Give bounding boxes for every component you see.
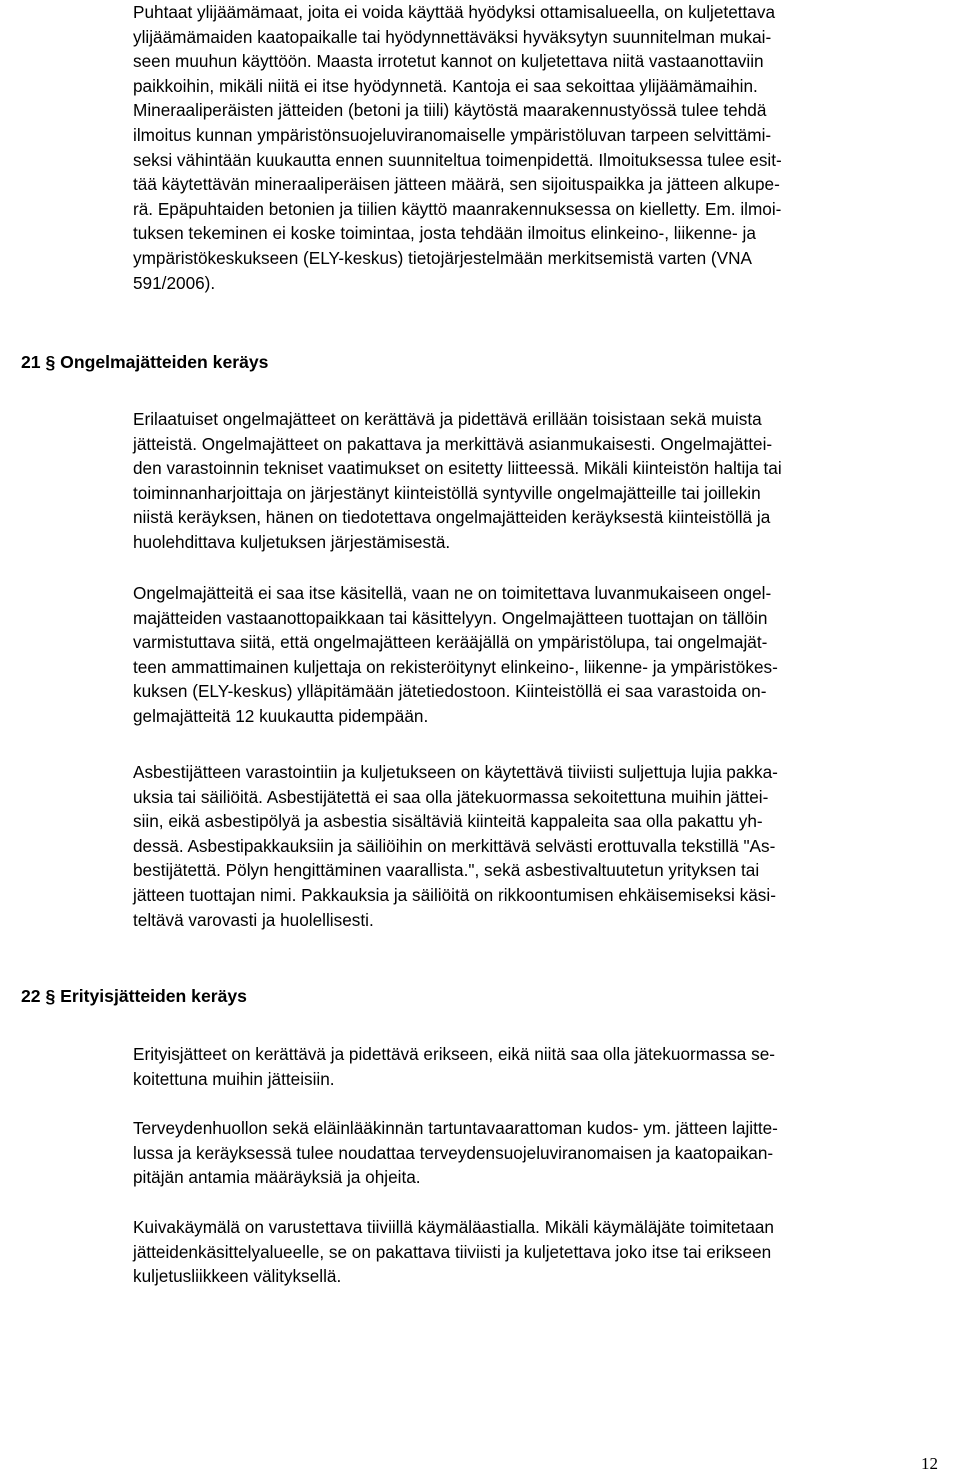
section-number: 22 bbox=[21, 986, 41, 1006]
paragraph-7 bbox=[133, 1215, 945, 1289]
paragraph-line: teen ammattimainen kuljettaja on rekisteröitynyt elinkeino-, liikenne- ja ympäristökes- bbox=[133, 656, 778, 677]
section-number: 21 bbox=[21, 352, 41, 372]
paragraph-1 bbox=[133, 0, 945, 295]
paragraph-line: tää käytettävän mineraaliperäisen jätteen määrä, sen sijoituspaikka ja jätteen alkupe- bbox=[133, 174, 780, 195]
paragraph-line: seen muuhun käyttöön. Maasta irrotetut kannot on kuljetettava niitä vastaanottaviin bbox=[133, 51, 764, 72]
paragraph-line: jätteidenkäsittelyalueelle, se on pakattava tiiviisti ja kuljetettava joko itse tai erikseen bbox=[133, 1241, 772, 1262]
paragraph-line: ylijäämämaiden kaatopaikalle tai hyödynnettäväksi hyväksytyn suunnitelman mukai- bbox=[133, 26, 772, 47]
section-heading-21 bbox=[21, 350, 268, 374]
paragraph-line: jätteen tuottajan nimi. Pakkauksia ja säiliöitä on rikkoontumisen ehkäisemiseksi käsi- bbox=[133, 884, 776, 905]
paragraph-line: Erityisjätteet on kerättävä ja pidettävä erikseen, eikä niitä saa olla jätekuormassa se- bbox=[133, 1044, 775, 1064]
paragraph-line: koitettuna muihin jätteisiin. bbox=[133, 1068, 335, 1089]
page-number: 12 bbox=[921, 1454, 938, 1473]
paragraph-line: majätteiden vastaanottopaikkaan tai käsittelyyn. Ongelmajätteen tuottajan on tällöin bbox=[133, 607, 768, 628]
paragraph-3 bbox=[133, 581, 945, 729]
section-symbol: § bbox=[45, 986, 56, 1006]
paragraph-line: gelmajätteitä 12 kuukautta pidempään. bbox=[133, 705, 429, 726]
paragraph-line: seksi vähintään kuukautta ennen suunniteltua toimenpidettä. Ilmoituksessa tulee esit- bbox=[133, 149, 782, 170]
paragraph-line: 591/2006). bbox=[133, 272, 216, 293]
paragraph-line: bestijätettä. Pölyn hengittäminen vaarallista.", sekä asbestivaltuutetun yrityksen tai bbox=[133, 860, 760, 881]
paragraph-line: siin, eikä asbestipölyä ja asbestia sisältäviä kiinteitä kappaleita saa olla pakattu yh- bbox=[133, 811, 763, 832]
paragraph-line: paikkoihin, mikäli niitä ei itse hyödynnetä. Kantoja ei saa sekoittaa ylijäämämaihin. bbox=[133, 75, 758, 96]
paragraph-line: Asbestijätteen varastointiin ja kuljetukseen on käytettävä tiiviisti suljettuja lujia pakka- bbox=[133, 762, 778, 782]
paragraph-line: kuksen (ELY-keskus) ylläpitämään jätetiedostoon. Kiinteistöllä ei saa varastoida on- bbox=[133, 681, 767, 702]
paragraph-line: Terveydenhuollon sekä eläinlääkinnän tartuntavaarattoman kudos- ym. jätteen lajitte- bbox=[133, 1118, 778, 1138]
paragraph-line: Erilaatuiset ongelmajätteet on kerättävä ja pidettävä erillään toisistaan sekä muista bbox=[133, 409, 762, 429]
paragraph-line: jätteistä. Ongelmajätteet on pakattava ja merkittävä asianmukaisesti. Ongelmajättei- bbox=[133, 433, 773, 454]
paragraph-6 bbox=[133, 1116, 945, 1190]
paragraph-line: den varastoinnin tekniset vaatimukset on esitetty liitteessä. Mikäli kiinteistön haltija tai bbox=[133, 458, 782, 479]
paragraph-line: ilmoitus kunnan ympäristönsuojeluviranomaiselle ympäristöluvan tarpeen selvittämi- bbox=[133, 124, 772, 145]
paragraph-line: uksia tai säiliöitä. Asbestijätettä ei saa olla jätekuormassa sekoitettuna muihin jättei- bbox=[133, 786, 769, 807]
paragraph-2 bbox=[133, 407, 945, 555]
paragraph-line: pitäjän antamia määräyksiä ja ohjeita. bbox=[133, 1167, 421, 1188]
section-symbol: § bbox=[45, 352, 56, 372]
paragraph-line: huolehdittava kuljetuksen järjestämisestä. bbox=[133, 531, 451, 552]
section-title: Erityisjätteiden keräys bbox=[60, 986, 247, 1006]
paragraph-line: lussa ja keräyksessä tulee noudattaa terveydensuojeluviranomaisen ja kaatopaikan- bbox=[133, 1142, 774, 1163]
paragraph-line: kuljetusliikkeen välityksellä. bbox=[133, 1266, 342, 1287]
paragraph-4 bbox=[133, 760, 945, 932]
paragraph-line: Puhtaat ylijäämämaat, joita ei voida käyttää hyödyksi ottamisalueella, on kuljetettava bbox=[133, 2, 776, 22]
paragraph-5 bbox=[133, 1042, 945, 1091]
paragraph-line: ympäristökeskukseen (ELY-keskus) tietojärjestelmään merkitsemistä varten (VNA bbox=[133, 247, 752, 268]
paragraph-line: rä. Epäpuhtaiden betonien ja tiilien käyttö maanrakennuksessa on kielletty. Em. ilmoi- bbox=[133, 198, 782, 219]
section-title: Ongelmajätteiden keräys bbox=[60, 352, 269, 372]
paragraph-line: dessä. Asbestipakkauksiin ja säiliöihin on merkittävä selvästi erottuvalla tekstillä "As- bbox=[133, 835, 776, 856]
paragraph-line: tuksen tekeminen ei koske toimintaa, josta tehdään ilmoitus elinkeino-, liikenne- ja bbox=[133, 223, 756, 244]
paragraph-line: Ongelmajätteitä ei saa itse käsitellä, vaan ne on toimitettava luvanmukaiseen ongel- bbox=[133, 583, 772, 603]
paragraph-line: Kuivakäymälä on varustettava tiiviillä käymäläastialla. Mikäli käymäläjäte toimitetaan bbox=[133, 1217, 774, 1237]
paragraph-line: niistä keräyksen, hänen on tiedotettava ongelmajätteiden keräyksestä kiinteistöllä ja bbox=[133, 507, 771, 528]
paragraph-line: Mineraaliperäisten jätteiden (betoni ja tiili) käytöstä maarakennustyössä tulee tehdä bbox=[133, 100, 767, 121]
section-heading-22 bbox=[21, 984, 247, 1008]
paragraph-line: toiminnanharjoittaja on järjestänyt kiinteistöllä syntyville ongelmajätteille tai joillekin bbox=[133, 482, 761, 503]
paragraph-line: teltävä varovasti ja huolellisesti. bbox=[133, 909, 374, 930]
paragraph-line: varmistuttava siitä, että ongelmajätteen kerääjällä on ympäristölupa, tai ongelmajät- bbox=[133, 632, 768, 653]
